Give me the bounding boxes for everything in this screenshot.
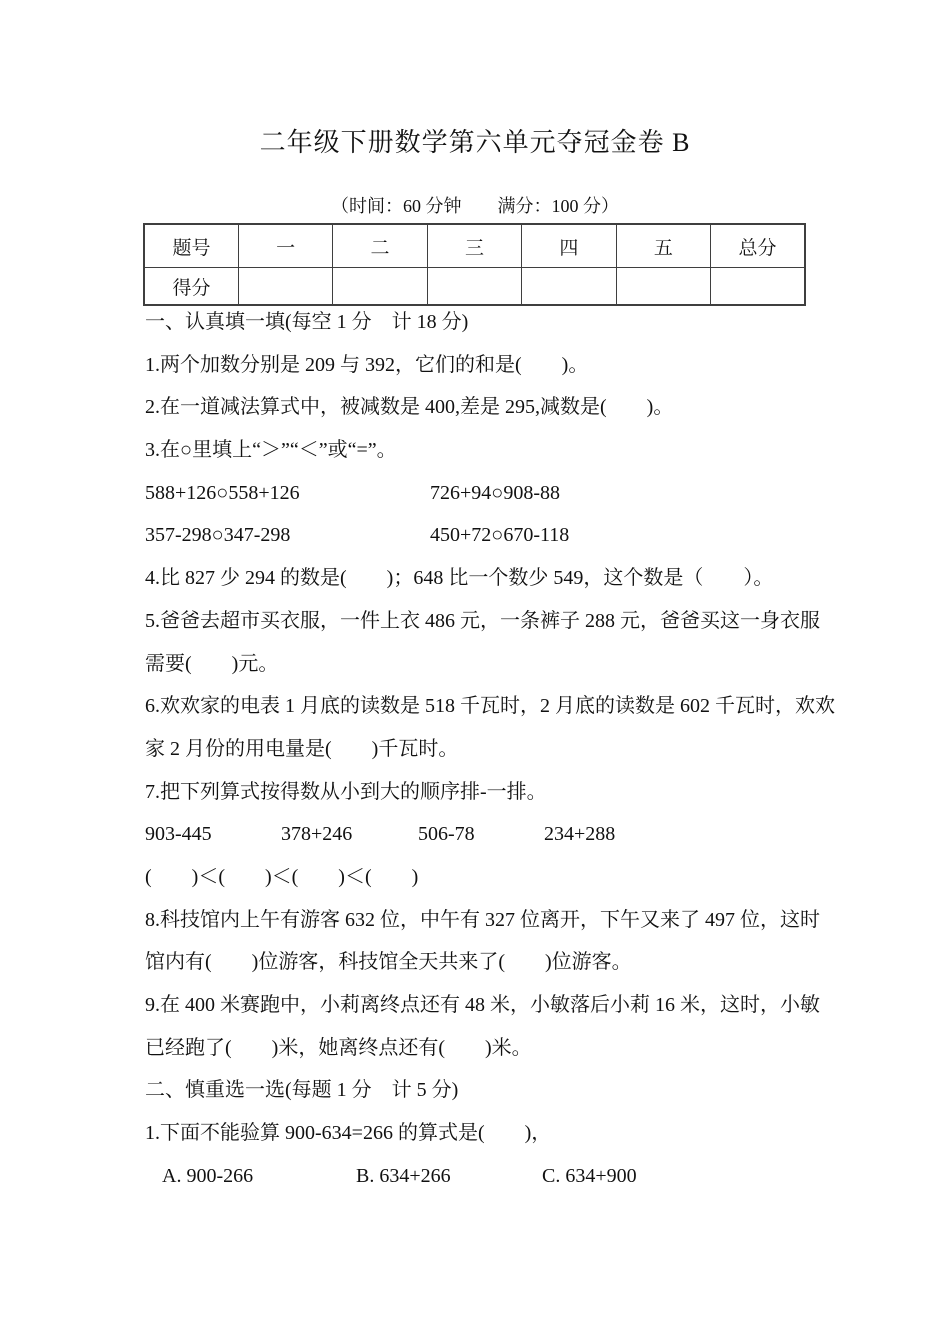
- question-3: 3.在○里填上“＞”“＜”或“=”。: [145, 439, 397, 462]
- compare-expression: 726+94○908-88: [430, 481, 561, 504]
- question-7-answer-blanks: ( )＜( )＜( )＜( ): [145, 865, 419, 888]
- question-5-line-1: 5.爸爸去超市买衣服，一件上衣 486 元，一条裤子 288 元，爸爸买这一身衣服: [145, 609, 820, 632]
- score-blank-cell: [238, 268, 332, 306]
- score-table-header-cell: 五: [616, 224, 710, 268]
- score-blank-cell: [333, 268, 427, 306]
- score-table-header-cell: 三: [427, 224, 521, 268]
- question-9-line-2: 已经跑了( )米，她离终点还有( )米。: [145, 1036, 532, 1059]
- score-row-label: 得分: [144, 268, 238, 306]
- compare-expression: 357-298○347-298: [145, 524, 291, 547]
- score-blank-cell: [616, 268, 710, 306]
- expression: 506-78: [418, 823, 475, 846]
- option-c: C. 634+900: [542, 1164, 637, 1187]
- score-table: [143, 223, 806, 306]
- score-blank-cell: [427, 268, 521, 306]
- score-table-header-cell: 四: [522, 224, 616, 268]
- question-5-line-2: 需要( )元。: [145, 652, 279, 675]
- score-blank-cell: [711, 268, 805, 306]
- page-title: 二年级下册数学第六单元夺冠金卷 B: [259, 128, 691, 157]
- expression: 903-445: [145, 823, 212, 846]
- score-table-score-row: [144, 268, 805, 306]
- section-two-question-1: 1.下面不能验算 900-634=266 的算式是( )，: [145, 1122, 552, 1145]
- score-table-header-cell: 一: [238, 224, 332, 268]
- score-table-header-cell: 二: [333, 224, 427, 268]
- question-8-line-2: 馆内有( )位游客，科技馆全天共来了( )位游客。: [145, 951, 632, 974]
- question-7-expressions-row: [145, 813, 811, 856]
- question-6-line-2: 家 2 月份的用电量是( )千瓦时。: [145, 737, 459, 760]
- question-6-line-1: 6.欢欢家的电表 1 月底的读数是 518 千瓦时，2 月底的读数是 602 千瓦时，欢欢: [145, 695, 835, 718]
- score-table-header-cell: 题号: [144, 224, 238, 268]
- question-3-expressions-row-2: [145, 514, 811, 557]
- option-a: A. 900-266: [162, 1164, 254, 1187]
- option-b: B. 634+266: [356, 1164, 451, 1187]
- compare-expression: 450+72○670-118: [430, 524, 570, 547]
- question-body: [145, 301, 835, 1197]
- question-9-line-1: 9.在 400 米赛跑中，小莉离终点还有 48 米，小敏落后小莉 16 米，这时，小敏: [145, 994, 820, 1016]
- page-subtitle: （时间：60 分钟 满分：100 分）: [331, 196, 619, 216]
- question-3-expressions-row-1: [145, 472, 811, 515]
- section-two-question-1-options: [145, 1155, 811, 1198]
- question-8-line-1: 8.科技馆内上午有游客 632 位，中午有 327 位离开，下午又来了 497 位，这时: [145, 908, 820, 931]
- compare-expression: 588+126○558+126: [145, 481, 300, 504]
- expression: 378+246: [281, 823, 353, 846]
- question-2: 2.在一道减法算式中，被减数是 400,差是 295,减数是( )。: [145, 396, 674, 419]
- question-4: 4.比 827 少 294 的数是( )；648 比一个数少 549，这个数是（ ）。: [145, 567, 774, 590]
- score-table-header-cell: 总分: [711, 224, 805, 268]
- question-1: 1.两个加数分别是 209 与 392，它们的和是( )。: [145, 353, 589, 376]
- score-blank-cell: [522, 268, 616, 306]
- section-two-heading: 二、慎重选一选(每题 1 分 计 5 分): [145, 1079, 459, 1102]
- expression: 234+288: [544, 823, 616, 846]
- score-table-header-row: [144, 224, 805, 268]
- question-7: 7.把下列算式按得数从小到大的顺序排-一排。: [145, 780, 547, 803]
- section-one-heading: 一、认真填一填(每空 1 分 计 18 分): [145, 311, 469, 333]
